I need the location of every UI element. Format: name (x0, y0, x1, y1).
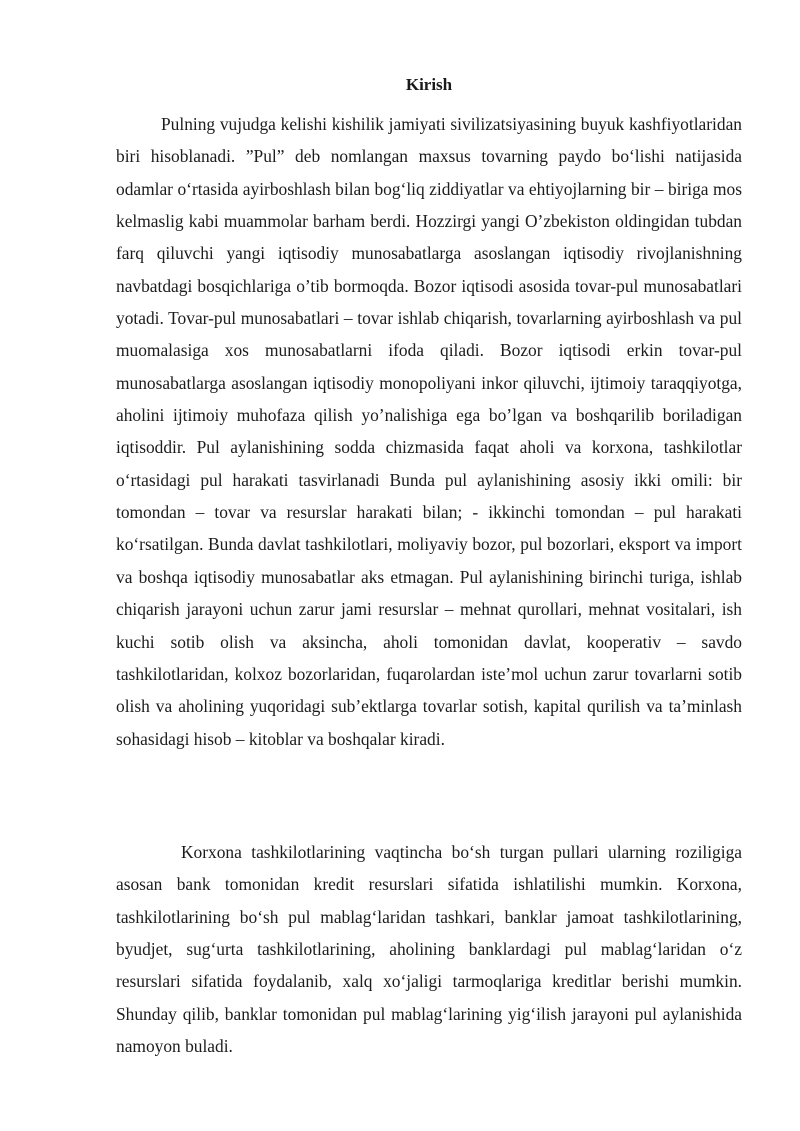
paragraph-introduction: Pulning vujudga kelishi kishilik jamiyati sivilizatsiyasining buyuk kashfiyotlaridan biri hisoblanadi. ”Pul” deb nomlangan maxsus tovarning paydo bo‘lishi natijasida odamlar o‘rtasida ayirboshlash bilan bog‘liq ziddiyatlar va ehtiyojlarning bir – biriga mos kelmaslig kabi muammolar barham berdi. Hozzirgi yangi O’zbekiston oldingidan tubdan farq qiluvchi yangi iqtisodiy munosabatlarga asoslangan iqtisodiy rivojlanishning navbatdagi bosqichlariga o’tib bormoqda. Bozor iqtisodi asosida tovar-pul munosabatlari yotadi. Tovar-pul munosabatlari – tovar ishlab chiqarish, tovarlarning ayirboshlash va pul muomalasiga xos munosabatlarni ifoda qiladi. Bozor iqtisodi erkin tovar-pul munosabatlarga asoslangan iqtisodiy monopoliyani inkor qiluvchi, ijtimoiy taraqqiyotga, aholini ijtimoiy muhofaza qilish yo’nalishiga ega bo’lgan va boshqarilib boriladigan iqtisoddir. Pul aylanishining sodda chizmasida faqat aholi va korxona, tashkilotlar o‘rtasidagi pul harakati tasvirlanadi Bunda pul aylanishining asosiy ikki omili: bir tomondan – tovar va resurslar harakati bilan; - ikkinchi tomondan – pul harakati ko‘rsatilgan. Bunda davlat tashkilotlari, moliyaviy bozor, pul bozorlari, eksport va import va boshqa iqtisodiy munosabatlar aks etmagan. Pul aylanishining birinchi turiga, ishlab chiqarish jarayoni uchun zarur jami resurslar – mehnat qurollari, mehnat vositalari, ish kuchi sotib olish va aksincha, aholi tomonidan davlat, kooperativ – savdo tashkilotlaridan, kolxoz bozorlaridan, fuqarolardan iste’mol uchun zarur tovarlarni sotib olish va aholining yuqoridagi sub’ektlarga tovarlar sotish, kapital qurilish va ta’minlash sohasidagi hisob – kitoblar va boshqalar kiradi. (116, 114, 742, 749)
page-title: Kirish (405, 75, 453, 94)
paragraph-bank-resources: Korxona tashkilotlarining vaqtincha bo‘sh turgan pullari ularning roziligiga asosan bank tomonidan kredit resurslari sifatida ishlatilishi mumkin. Korxona, tashkilotlarining bo‘sh pul mablag‘laridan tashkari, banklar jamoat tashkilotlarining, byudjet, sug‘urta tashkilotlarining, aholining banklardagi pul mablag‘laridan o‘z resurslari sifatida foydalanib, xalq xo‘jaligi tarmoqlariga kreditlar berishi mumkin. Shunday qilib, banklar tomonidan pul mablag‘larining yig‘ilish jarayoni pul aylanishida namoyon buladi. (116, 842, 742, 1057)
